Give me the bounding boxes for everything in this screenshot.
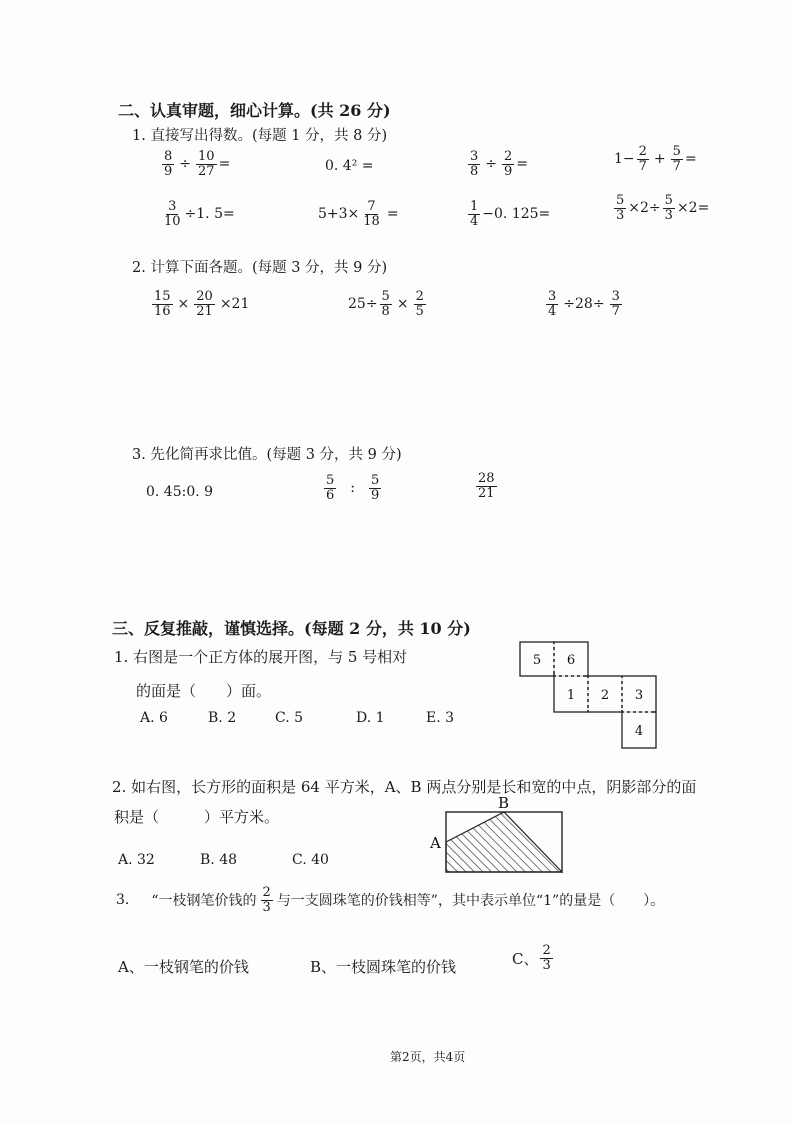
q1-item-4: 1− $\frac{2}{7}$ + $\frac{5}{7}$ = [614, 144, 697, 174]
label-a: A [430, 834, 441, 852]
section3-title: 三、反复推敲，谨慎选择。(每题 2 分，共 10 分) [112, 619, 471, 638]
fraction: $\frac{8}{9}$ [164, 149, 173, 179]
s3-q2-line1: 2. 如右图，长方形的面积是 64 平方米，A、B 两点分别是长和宽的中点，阴影部分的面 [112, 778, 697, 796]
s3-q3-option-c: C、 $\frac{2}{3}$ [512, 943, 551, 973]
s3-q3-line: 3. “一枝钢笔价钱的 $\frac{2}{3}$ 与一支圆珠笔的价钱相等”，其中表示单位“1”的量是（ ）。 [116, 885, 665, 915]
net-face-3: 3 [634, 688, 644, 703]
page-footer: 第2页，共4页 [390, 1050, 466, 1064]
option-d: D. 1 [356, 710, 385, 726]
s3-q2-line2: 积是（ ）平方米。 [114, 808, 280, 826]
option-a: A. 6 [140, 710, 168, 726]
s3-q3-option-b: B、一枝圆珠笔的价钱 [310, 958, 457, 976]
q2-item-2: 25÷ $\frac{5}{8}$ × $\frac{2}{5}$ [348, 289, 424, 319]
net-face-5: 5 [532, 653, 542, 668]
fraction: $\frac{10}{27}$ [198, 149, 215, 179]
s3-q1-line2: 的面是（ ）面。 [136, 682, 272, 700]
q1-item-8: $\frac{5}{3}$ ×2÷ $\frac{5}{3}$ ×2= [616, 193, 710, 223]
net-face-6: 6 [566, 653, 576, 668]
q3-item-2: $\frac{5}{6}$ : $\frac{5}{9}$ [326, 473, 380, 503]
cube-net-figure [518, 640, 663, 755]
option-c: C. 5 [275, 710, 304, 726]
s3-q2-option-a: A. 32 [118, 852, 155, 868]
s3-q2-option-c: C. 40 [292, 852, 329, 868]
s3-q2-option-b: B. 48 [200, 852, 238, 868]
q1-item-1: $\frac{8}{9}$ ÷ $\frac{10}{27}$ = [164, 149, 231, 179]
s3-q1-line1: 1. 右图是一个正方体的展开图，与 5 号相对 [114, 648, 408, 666]
section2-title: 二、认真审题，细心计算。(共 26 分) [118, 101, 391, 120]
q3-title: 3. 先化简再求比值。(每题 3 分，共 9 分) [132, 447, 402, 463]
shaded-region [446, 812, 562, 872]
q3-item-3: $\frac{28}{21}$ [478, 471, 495, 501]
net-face-1: 1 [566, 688, 576, 703]
net-face-2: 2 [600, 688, 610, 703]
q1-item-2: 0. 4² = [325, 158, 374, 174]
q1-item-3: $\frac{3}{8}$ ÷ $\frac{2}{9}$ = [470, 149, 529, 179]
label-b: B [498, 794, 510, 812]
q2-item-3: $\frac{3}{4}$ ÷28÷ $\frac{3}{7}$ [548, 289, 620, 319]
q1-item-5: $\frac{3}{10}$ ÷1. 5= [164, 199, 235, 229]
q1-title: 1. 直接写出得数。(每题 1 分，共 8 分) [132, 128, 388, 144]
rectangle-figure [428, 792, 568, 880]
q3-item-1: 0. 45:0. 9 [146, 484, 214, 500]
q2-title: 2. 计算下面各题。(每题 3 分，共 9 分) [132, 260, 388, 276]
q2-item-1: $\frac{15}{16}$ × $\frac{20}{21}$ ×21 [154, 289, 250, 319]
net-face-4: 4 [634, 724, 644, 739]
option-e: E. 3 [426, 710, 455, 726]
q1-item-6: 5+3× $\frac{7}{18}$ = [318, 199, 399, 229]
s3-q3-option-a: A、一枝钢笔的价钱 [118, 958, 249, 976]
option-b: B. 2 [208, 710, 237, 726]
q1-item-7: $\frac{1}{4}$ −0. 125= [470, 199, 551, 229]
